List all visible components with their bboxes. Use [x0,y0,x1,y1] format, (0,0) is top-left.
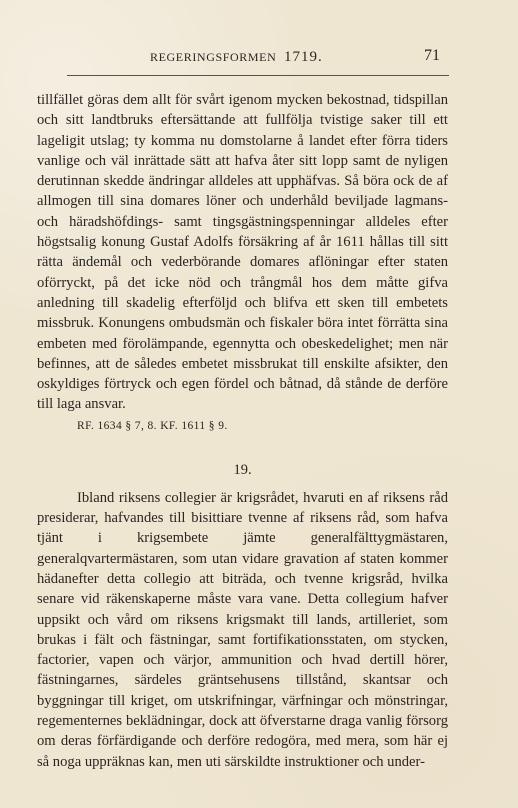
page-number: 71 [424,47,440,64]
page-body [37,90,448,772]
header-rule [67,75,449,76]
page-header [0,47,518,71]
continued-paragraph: tillfället göras dem allt för svårt igenom mycken bekostnad, tidspillan och sitt landtbruks eftersättande att fullfölja tvistige saker till ett lageligit utslag; ty komma nu domstolarne å landet efter förra tiders vanlige och väl inrättade sätt att hafva åter sitt lopp samt de nyligen derutinnan skedde ändringar alldeles att upphäfvas. Så böra ock de af allmogen till sina domares löner och underhåld beviljade lagmans- och häradshöfdings- samt tingsgästningspenningar alldeles efter högstsalig konung Gustaf Adolfs försäkring af år 1611 hållas till sitt rätta ändemål och vederbörande domares aflöningar efter staten oförryckt, på det icke nöd och trångmål hos dem måtte gifva anledning till skadelig efterföljd och blifva ett sken till embetets missbruk. Konungens ombudsmän och fiskaler böra intet förrätta sina embeten med förolämpande, egennytta och obeskedelighet; men när befinnes, att de således embetet missbrukat till enskilte afsikter, den oskyldiges förtryck och egen fördel och båtnad, då stånde de derföre till laga ansvar. [37,92,448,413]
running-head-year: 1719. [283,49,323,65]
reference-line: RF. 1634 § 7, 8. KF. 1611 § 9. [77,419,228,432]
running-head-title: REGERINGSFORMEN [150,50,277,64]
section-number: 19. [233,461,252,478]
section-paragraph: Ibland riksens collegier är krigsrådet, hvaruti en af riksens råd presiderar, hafvandes till bisittiare tvenne af riksens råd, som hafva tjänt i krigsembete jämte generalfälttygmästaren, generalqvartermästaren, som utan vidare gravation af staten kommer hädanefter detta collegio att biträda, och tvenne krigsråd, hvilka senare vid räkenskaperne måste vara vane. Detta collegium hafver uppsikt och vård om riksens krigsmakt till lands, artilleriet, som brukas i fält och fästningar, samt fortifikationsstaten, om stycken, factorier, vapen och värjor, ammunition och hvad dertill hörer, fästningarnes, särdeles gräntsehusens tillstånd, skantsar och byggningar till kriget, om utskrifningar, värfningar och mönstringar, regementernes beklädningar, dock att öfverstarne draga vanlig försorg om deras förfärdigande och derföre redogöra, med mera, som här ej så noga uppräknas kan, men uti särskildte instruktioner och under- [37,489,448,770]
running-head [150,49,323,66]
